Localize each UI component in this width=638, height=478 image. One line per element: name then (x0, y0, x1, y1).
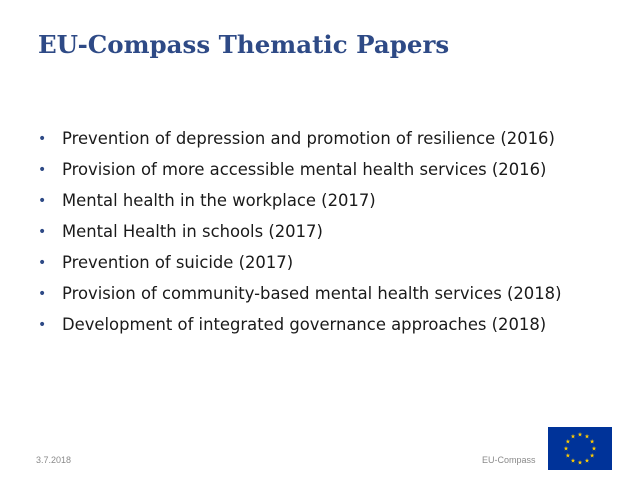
bullet-icon: • (38, 316, 47, 333)
bullet-icon: • (38, 130, 47, 147)
footer-name: EU-Compass (482, 455, 536, 465)
bullet-text: Prevention of depression and promotion of resilience (2016) (62, 129, 555, 148)
bullet-icon: • (38, 285, 47, 302)
eu-flag-icon (548, 427, 612, 470)
list-item (38, 216, 561, 247)
bullet-icon: • (38, 192, 47, 209)
bullet-text: Development of integrated governance approaches (2018) (62, 315, 547, 334)
bullet-icon: • (38, 254, 47, 271)
list-item (38, 247, 561, 278)
bullet-text: Mental health in the workplace (2017) (62, 191, 376, 210)
bullet-icon: • (38, 161, 47, 178)
list-item (38, 309, 561, 340)
slide-title: EU-Compass Thematic Papers (38, 30, 450, 59)
bullet-text: Provision of more accessible mental health services (2016) (62, 160, 547, 179)
list-item (38, 278, 561, 309)
list-item (38, 123, 561, 154)
bullet-text: Mental Health in schools (2017) (62, 222, 323, 241)
bullet-text: Provision of community-based mental health services (2018) (62, 284, 562, 303)
footer-date: 3.7.2018 (36, 455, 72, 465)
bullet-text: Prevention of suicide (2017) (62, 253, 294, 272)
bullet-list (38, 123, 561, 340)
list-item (38, 185, 561, 216)
list-item (38, 154, 561, 185)
bullet-icon: • (38, 223, 47, 240)
